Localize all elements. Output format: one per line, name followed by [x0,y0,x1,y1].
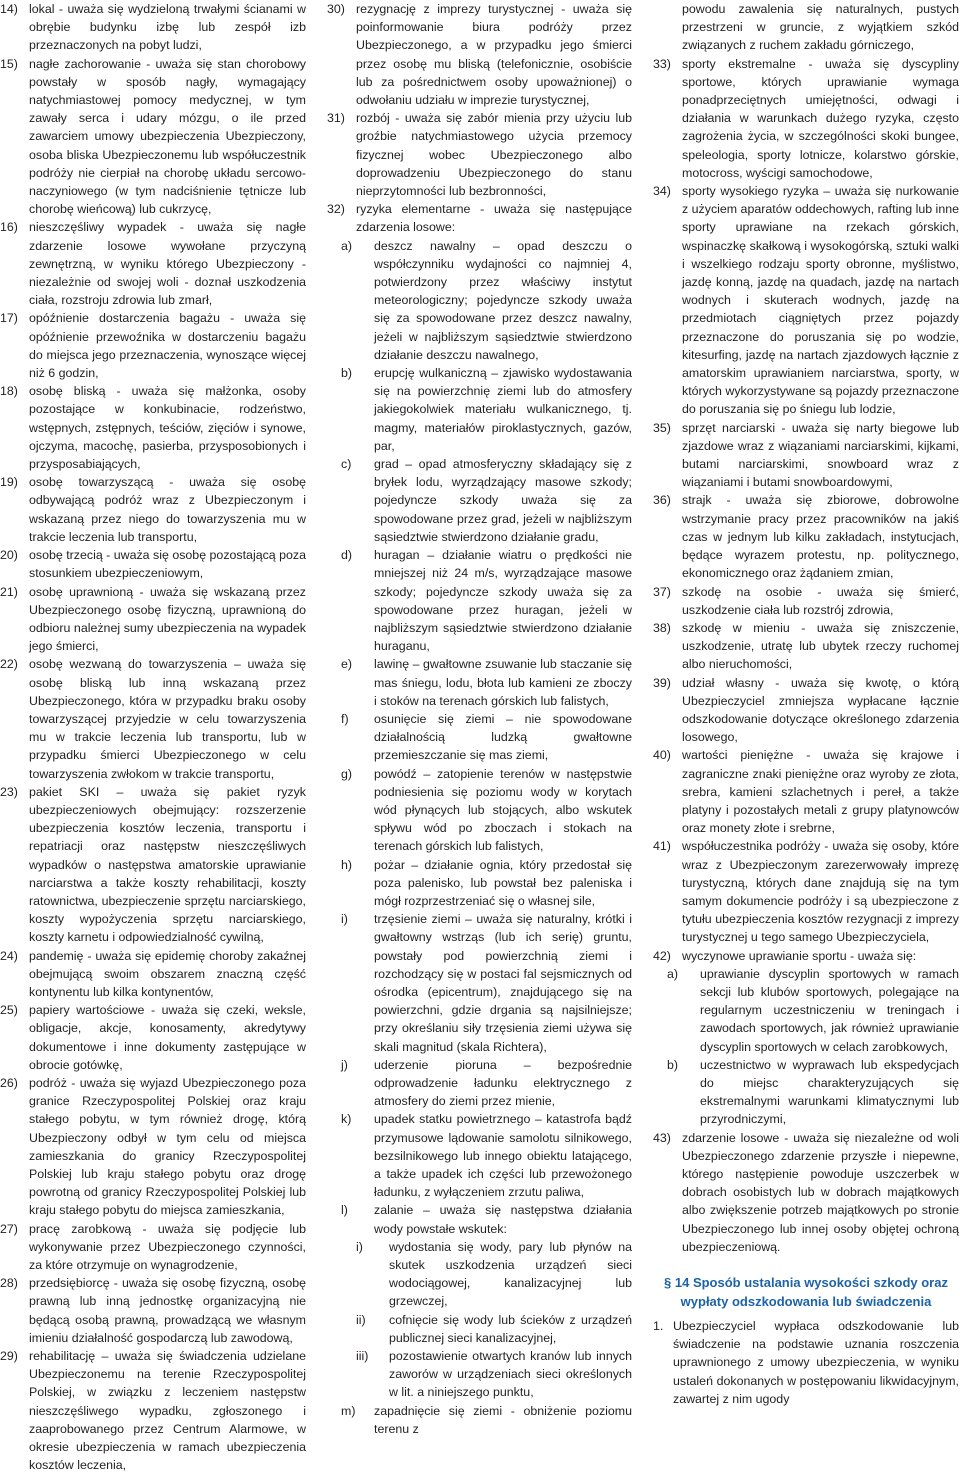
definition-item [0,1074,306,1220]
sub-item [327,856,632,911]
definition-item [0,1274,306,1347]
item-number: 43) [653,1130,671,1145]
column-middle [327,0,632,1438]
sub-item [653,965,959,1056]
sub-item-text: grad – opad atmosferyczny składający się z bryłek lodu, wyrządzający masowe szkody; pojedyncze szkody uważa się za spowodowane przez grad, jeżeli w najbliższym sąsiedztwie stwierdzono działanie gradu, [374,457,632,544]
item-number: 17) [0,311,18,326]
sub-item [327,910,632,1056]
item-number: 18) [0,384,18,399]
definition-item [0,1347,306,1474]
item-number: 24) [0,948,18,963]
item-number: 38) [653,620,671,635]
sub-sub-item [327,1311,632,1347]
item-text: lokal - uważa się wydzieloną trwałymi ścianami w obrębie budynku izbę lub zespół izb przeznaczonych na pobyt ludzi, [29,2,306,53]
sub-item [327,546,632,655]
sub-item [327,1056,632,1111]
item-text: wartości pieniężne - uważa się krajowe i zagraniczne znaki pieniężne oraz wyroby ze złota, srebra, kamieni szlachetnych i pereł, a także platyny i pozostałych metali z grupy platynowców oraz monety złote i srebrne, [682,748,959,836]
item-number: 35) [653,420,671,435]
item-text: udział własny - uważa się kwotę, o którą Ubezpieczyciel zmniejsza wypłacane łącznie odszkodowanie dotyczące określonego zdarzenia losowego, [682,675,959,745]
definition-item [653,1129,959,1256]
item-text: osobę trzecią - uważa się osobę pozostającą poza stosunkiem ubezpieczeniowym, [29,548,306,581]
item-number: 21) [0,584,18,599]
item-text: szkodę na osobie - uważa się śmierć, uszkodzenie ciała lub rozstrój zdrowia, [682,584,959,617]
sub-item [653,1056,959,1129]
definition-item [327,0,632,109]
section-heading: § 14 Sposób ustalania wysokości szkody oraz wypłaty odszkodowania lub świadczenia [664,1275,948,1309]
definition-item [653,674,959,747]
item-text: pandemię - uważa się epidemię choroby zakaźnej obejmującą swoim obszarem znaczną część kontynentu lub kilka kontynentów, [29,948,306,999]
item-text: opóźnienie dostarczenia bagażu - uważa się opóźnienie przewoźnika w dostarczeniu bagażu do miejsca jego przeznaczenia, wynoszące więcej niż 6 godzin, [29,311,306,381]
sub-item-text: osunięcie się ziemi – nie spowodowane działalnością ludzką gwałtowne przemieszczanie się mas ziemi, [374,711,632,763]
sub-item-letter: f) [341,711,349,726]
sub-item-text: pożar – działanie ognia, który przedostał się poza palenisko, lub powstał bez paleniska i mógł rozprzestrzeniać się o własnej sile, [374,857,632,908]
sub-item-text: lawinę – gwałtowne zsuwanie lub staczanie się mas śniegu, lodu, błota lub kamieni ze zboczy i stoków na terenach górskich lub falistych, [374,657,632,708]
definition-item [0,0,306,55]
definition-item [0,947,306,1002]
definition-item [327,109,632,200]
item-number: 37) [653,584,671,599]
sub-item-letter: a) [341,238,353,253]
item-number: 34) [653,184,671,199]
sub-item-text: deszcz nawalny – opad deszczu o współczynniku wydajności co najmniej 4, potwierdzony przez właściwy instytut meteorologiczny; pojedyncze szkody uważa się za spowodowane przez deszcz nawalny, jeżeli w najbliższym sąsiedztwie stwierdzono działanie deszczu nawalnego, [374,238,632,362]
item-text: rozbój - uważa się zabór mienia przy użyciu lub groźbie natychmiastowego użycia przemocy fizycznej wobec Ubezpieczonego albo doprowadzeniu Ubezpieczonego do stanu nieprzytomności lub bezbronności, [356,111,632,199]
numbered-paragraph [653,1317,959,1408]
item-text: pakiet SKI – uważa się pakiet ryzyk ubezpieczeniowych obejmujący: rozszerzenie ubezpieczenia kosztów leczenia, transportu i repatriacji oraz następstw nieszczęśliwych wypadków o następstwa amatorskie uprawianie narciarstwa a także koszty rehabilitacji, koszty ratownictwa, ubezpieczenie sprzętu narciarskiego, koszty wypożyczenia sprzętu narciarskiego, koszty karnetu i odpowiedzialność cywilną, [29,784,306,945]
column-right [653,0,959,1408]
sub-sub-item-text: cofnięcie się wody lub ścieków z urządzeń publicznej sieci kanalizacyjnej, [389,1312,632,1345]
item-text: rezygnację z imprezy turystycznej - uważa się poinformowanie biura podróży przez Ubezpieczonego, a w przypadku jego śmierci przez osobę mu bliską (telefonicznie, osobiście lub za pośrednictwem osoby upoważnionej) o odwołaniu udziału w imprezie turystycznej, [356,2,632,108]
item-number: 23) [0,784,18,799]
item-number: 19) [0,475,18,490]
item-text: przedsiębiorcę - uważa się osobę fizyczną, osobę prawną lub inną jednostkę organizacyjną nie będącą osobą prawną, prowadzącą we własnym imieniu działalność gospodarczą lub zawodową, [29,1276,306,1345]
item-text: strajk - uważa się zbiorowe, dobrowolne wstrzymanie pracy przez pracowników na jakiś czas w jednym lub kilku zakładach, instytucjach, będące wyrazem protestu, np. politycznego, ekonomicznego oraz żądaniem zmian, [682,493,959,581]
item-number: 22) [0,657,18,672]
column-left [0,0,306,1474]
definition-item [0,55,306,219]
sub-item-letter: a) [667,966,679,981]
item-text: nagłe zachorowanie - uważa się stan chorobowy powstały w sposób nagły, wymagający natychmiastowej pomocy medycznej, w tym zawały serca i udary mózgu, o ile przed zawarciem umowy ubezpieczenia Ubezpieczony, osoba bliska Ubezpieczonemu lub współuczestnik podróży nie cierpiał na chorobę układu sercowo-naczyniowego (w tym nadciśnienie tętnicze lub chorobę wieńcową) lub cukrzycę, [29,56,306,217]
definition-item [653,55,959,182]
sub-item-letter: d) [341,548,353,563]
sub-item-text: uderzenie pioruna – bezpośrednie odprowadzenie ładunku elektrycznego z atmosfery do ziemi przez mienie, [374,1057,632,1109]
item-number: 29) [0,1349,18,1364]
sub-item-letter: e) [341,657,353,672]
sub-item-letter: b) [667,1057,679,1072]
item-text: osobę bliską - uważa się małżonka, osoby pozostające w konkubinacie, rodzeństwo, wstępnych, zstępnych, teściów, zięciów i synowe, ojczyma, macochę, pasierba, przysposobionych i przysposabiających, [29,384,306,472]
definition-item [653,491,959,582]
item-number: 31) [327,111,345,126]
definition-item [0,583,306,656]
sub-item [327,237,632,364]
paragraph-text: Ubezpieczyciel wypłaca odszkodowanie lub świadczenie na podstawie uznania roszczenia uprawnionego z umowy ubezpieczenia, w wyniku ustaleń dokonanych w postępowaniu likwidacyjnym, zawartej z nim ugody [673,1319,959,1406]
item-number: 36) [653,493,671,508]
definition-item [0,783,306,947]
item-number: 20) [0,548,18,563]
item-text: ryzyka elementarne - uważa się następujące zdarzenia losowe: [356,202,632,235]
item-number: 26) [0,1075,18,1090]
sub-sub-item [327,1347,632,1402]
definition-item [0,546,306,582]
item-number: 41) [653,839,671,854]
sub-item-text: zalanie – uważa się następstwa działania wody powstałe wskutek: [374,1203,632,1236]
sub-item-letter: m) [341,1403,356,1418]
sub-item-text: upadek statku powietrznego – katastrofa bądź przymusowe lądowanie samolotu silnikowego, bezsilnikowego lub innego obiektu latającego, a także upadek ich części lub przewożonego ładunku, z wyłączeniem zrzutu paliwa, [374,1112,632,1200]
sub-item [327,655,632,710]
definition-item [0,382,306,473]
item-text: szkodę w mieniu - uważa się zniszczenie, uszkodzenie, utratę lub ubytek rzeczy ruchomej albo nieruchomości, [682,620,959,672]
definition-item [0,473,306,546]
sub-item-text: uprawianie dyscyplin sportowych w ramach sekcji lub klubów sportowych, polegające na regularnym uczestniczeniu w treningach i zawodach sportowych, jak również uprawianie dyscyplin sportowych w celach zarobkowych, [700,966,959,1054]
item-text: zdarzenie losowe - uważa się niezależne od woli Ubezpieczonego zdarzenie przyszłe i niepewne, którego następienie powoduje uszczerbek w dobrach osobistych lub w dobrach majątkowych albo zwiększenie potrzeb majątkowych po stronie Ubezpieczonego lub innej osoby objętej ochroną ubezpieczeniową. [682,1130,959,1254]
sub-item-letter: c) [341,457,352,472]
sub-sub-item-numeral: i) [356,1239,363,1254]
definition-item [653,746,959,837]
sub-sub-item [327,1238,632,1311]
sub-item [327,1201,632,1237]
definition-item [0,309,306,382]
definition-item [653,182,959,419]
sub-sub-item-text: wydostania się wody, pary lub płynów na skutek uszkodzenia urządzeń sieci wodociągowej, kanalizacyjnej lub grzewczej, [389,1239,632,1309]
paragraph-number: 1. [653,1319,664,1334]
item-text: pracę zarobkową - uważa się podjęcie lub wykonywanie przez Ubezpieczonego czynności, za które otrzymuje on wynagrodzenie, [29,1221,306,1273]
sub-item-letter: k) [341,1112,352,1127]
item-number: 40) [653,748,671,763]
definition-item [653,837,959,946]
sub-sub-item-text: pozostawienie otwartych kranów lub innych zaworów w urządzeniach sieci określonych w lit. a niniejszego punktu, [389,1349,632,1400]
sub-item-text: huragan – działanie wiatru o prędkości nie mniejszej niż 24 m/s, wyrządzające masowe szkody; pojedyncze szkody uważa się za spowodowane przez huragan, jeżeli w najbliższym sąsiedztwie stwierdzono działanie huraganu, [374,548,632,654]
definition-item [327,200,632,236]
sub-item-text: powódź – zatopienie terenów w następstwie podniesienia się poziomu wody w korytach wód płynących lub stojących, albo wskutek spływu wód po zboczach i stokach na terenach górskich lub falistych, [374,766,632,854]
item-text: współuczestnika podróży - uważa się osoby, które wraz z Ubezpieczonym zarezerwowały imprezę turystyczną, których dane znajdują się na tym samym dokumencie podróży i są ubezpieczone z tytułu ubezpieczenia kosztów rezygnacji z imprezy turystycznej u tego samego Ubezpieczyciela, [682,839,959,945]
sub-item [327,1110,632,1201]
item-number: 28) [0,1276,18,1291]
sub-item [327,710,632,765]
sub-item-letter: l) [341,1203,348,1218]
sub-item [327,1402,632,1438]
definition-item [0,655,306,782]
item-text: papiery wartościowe - uważa się czeki, weksle, obligacje, akcje, konosamenty, akredytywy dokumentowe i inne dokumenty zastępujące w obrocie gotówkę, [29,1003,306,1072]
item-text: osobę towarzyszącą - uważa się osobę odbywającą podróż wraz z Ubezpieczonym i wskazaną przez niego do towarzyszenia mu w trakcie leczenia lub transportu, [29,475,306,544]
definition-item [653,419,959,492]
sub-item-letter: i) [341,912,348,927]
sub-item-text: uczestnictwo w wyprawach lub ekspedycjach do miejsc charakteryzujących się ekstremalnymi warunkami klimatycznymi lub przyrodniczymi, [700,1057,959,1127]
item-number: 39) [653,675,671,690]
item-number: 15) [0,56,18,71]
sub-item [327,765,632,856]
item-number: 30) [327,2,345,16]
item-text: wyczynowe uprawianie sportu - uważa się: [682,948,917,963]
sub-item-letter: b) [341,366,353,381]
sub-item-text: trzęsienie ziemi – uważa się naturalny, krótki i gwałtowny wstrząs (lub ich serię) gruntu, powstały pod powierzchnią ziemi i rozchodzący się w postaci fal sejsmicznych od ośrodka (epicentrum), znajdującego się na powierzchni, gdzie drgania są najsilniejsze; przy określaniu siły trzęsienia ziemi używa się skali magnitud (skala Richtera), [374,912,632,1054]
sub-item-text: zapadnięcie się ziemi - obniżenie poziomu terenu z [374,1403,632,1436]
item-number: 14) [0,2,18,16]
definition-item [0,1220,306,1275]
definition-item [653,583,959,619]
sub-sub-item-numeral: iii) [356,1349,369,1364]
item-text: rehabilitację – uważa się świadczenia udzielane Ubezpieczonemu na terenie Rzeczypospolitej Polskiej, w związku z leczeniem następstw nieszczęśliwego wypadku, zgłoszonego i zaaprobowanego przez Centrum Alarmowe, w okresie ubezpieczenia w ramach ubezpieczenia kosztów leczenia, [29,1349,306,1473]
item-text: osobę wezwaną do towarzyszenia – uważa się osobę bliską lub inną wskazaną przez Ubezpieczonego, która w przypadku braku osoby towarzyszącej przyjedzie w celu towarzyszenia mu w trakcie leczenia lub transportu, lub w przypadku śmierci Ubezpieczonego w celu towarzyszenia zwłokom w trakcie transportu, [29,657,306,781]
item-text: nieszczęśliwy wypadek - uważa się nagłe zdarzenie losowe wywołane przyczyną zewnętrzną, w wyniku którego Ubezpieczony - niezależnie od swojej woli - doznał uszkodzenia ciała, rozstroju zdrowia lub zmarł, [29,220,306,308]
definition-item [0,1001,306,1074]
item-text: podróż - uważa się wyjazd Ubezpieczonego poza granice Rzeczypospolitej Polskiej oraz kraju stałego pobytu, w tym również drogę, którą Ubezpieczony odbył w tym celu od miejsca zamieszkania do granicy Rzeczypospolitej Polskiej lub kraju stałego pobytu oraz drogę powrotną od granicy Rzeczypospolitej Polskiej lub kraju stałego pobytu do miejsca zamieszkania, [29,1075,306,1218]
item-number: 16) [0,220,18,235]
item-text: sporty wysokiego ryzyka – uważa się nurkowanie z użyciem aparatów oddechowych, rafting lub inne sporty uprawiane na rzekach górskich, wspinaczkę skałkową i wysokogórską, sztuki walki i wszelkiego rodzaju sporty obronne, myślistwo, jazdę konną, jazdę na quadach, jazdę na nartach wodnych i skuterach wodnych, jazdę na przedmiotach ciągniętych przez pojazdy przeznaczone do poruszania się po wodzie, kitesurfing, jazdę na nartach zjazdowych łącznie z amatorskim uprawianiem narciarstwa, sporty, w których wykorzystywane są pojazdy przeznaczone do poruszania się po śniegu lub lodzie, [682,184,959,417]
sub-item-letter: g) [341,766,353,781]
definition-item [653,947,959,965]
continued-text: powodu zawalenia się naturalnych, pustych przestrzeni w gruncie, z wyjątkiem szkód związanych z ruchem zakładu górniczego, [682,2,959,53]
item-text: sporty ekstremalne - uważa się dyscypliny sportowe, których uprawianie wymaga ponadprzeciętnych umiejętności, odwagi i działania w warunkach dużego ryzyka, często zagrożenia życia, w szczególności skoki bungee, speleologia, sporty lotnicze, kolarstwo górskie, motocross, wyścigi samochodowe, [682,56,959,180]
item-text: osobę uprawnioną - uważa się wskazaną przez Ubezpieczonego osobę fizyczną, uprawnioną do odbioru należnej sumy ubezpieczenia na wypadek jego śmierci, [29,584,306,654]
sub-sub-item-numeral: ii) [356,1312,366,1327]
sub-item-text: erupcję wulkaniczną – zjawisko wydostawania się na powierzchnię ziemi lub do atmosfery jakiegokolwiek materiału wulkanicznego, tj. magmy, materiałów piroklastycznych, gazów, par, [374,366,632,453]
sub-item-letter: j) [341,1057,348,1072]
item-number: 25) [0,1003,18,1018]
item-text: sprzęt narciarski - uważa się narty biegowe lub zjazdowe wraz z wiązaniami narciarskimi, kijkami, butami narciarskimi, snowboard wraz z wiązaniami i butami snowboardowymi, [682,420,959,490]
sub-item [327,364,632,455]
item-number: 27) [0,1221,18,1236]
definition-item [0,218,306,309]
item-number: 33) [653,56,671,71]
definition-item [653,619,959,674]
sub-item [327,455,632,546]
sub-item-letter: h) [341,857,353,872]
item-number: 42) [653,948,671,963]
item-number: 32) [327,202,345,217]
